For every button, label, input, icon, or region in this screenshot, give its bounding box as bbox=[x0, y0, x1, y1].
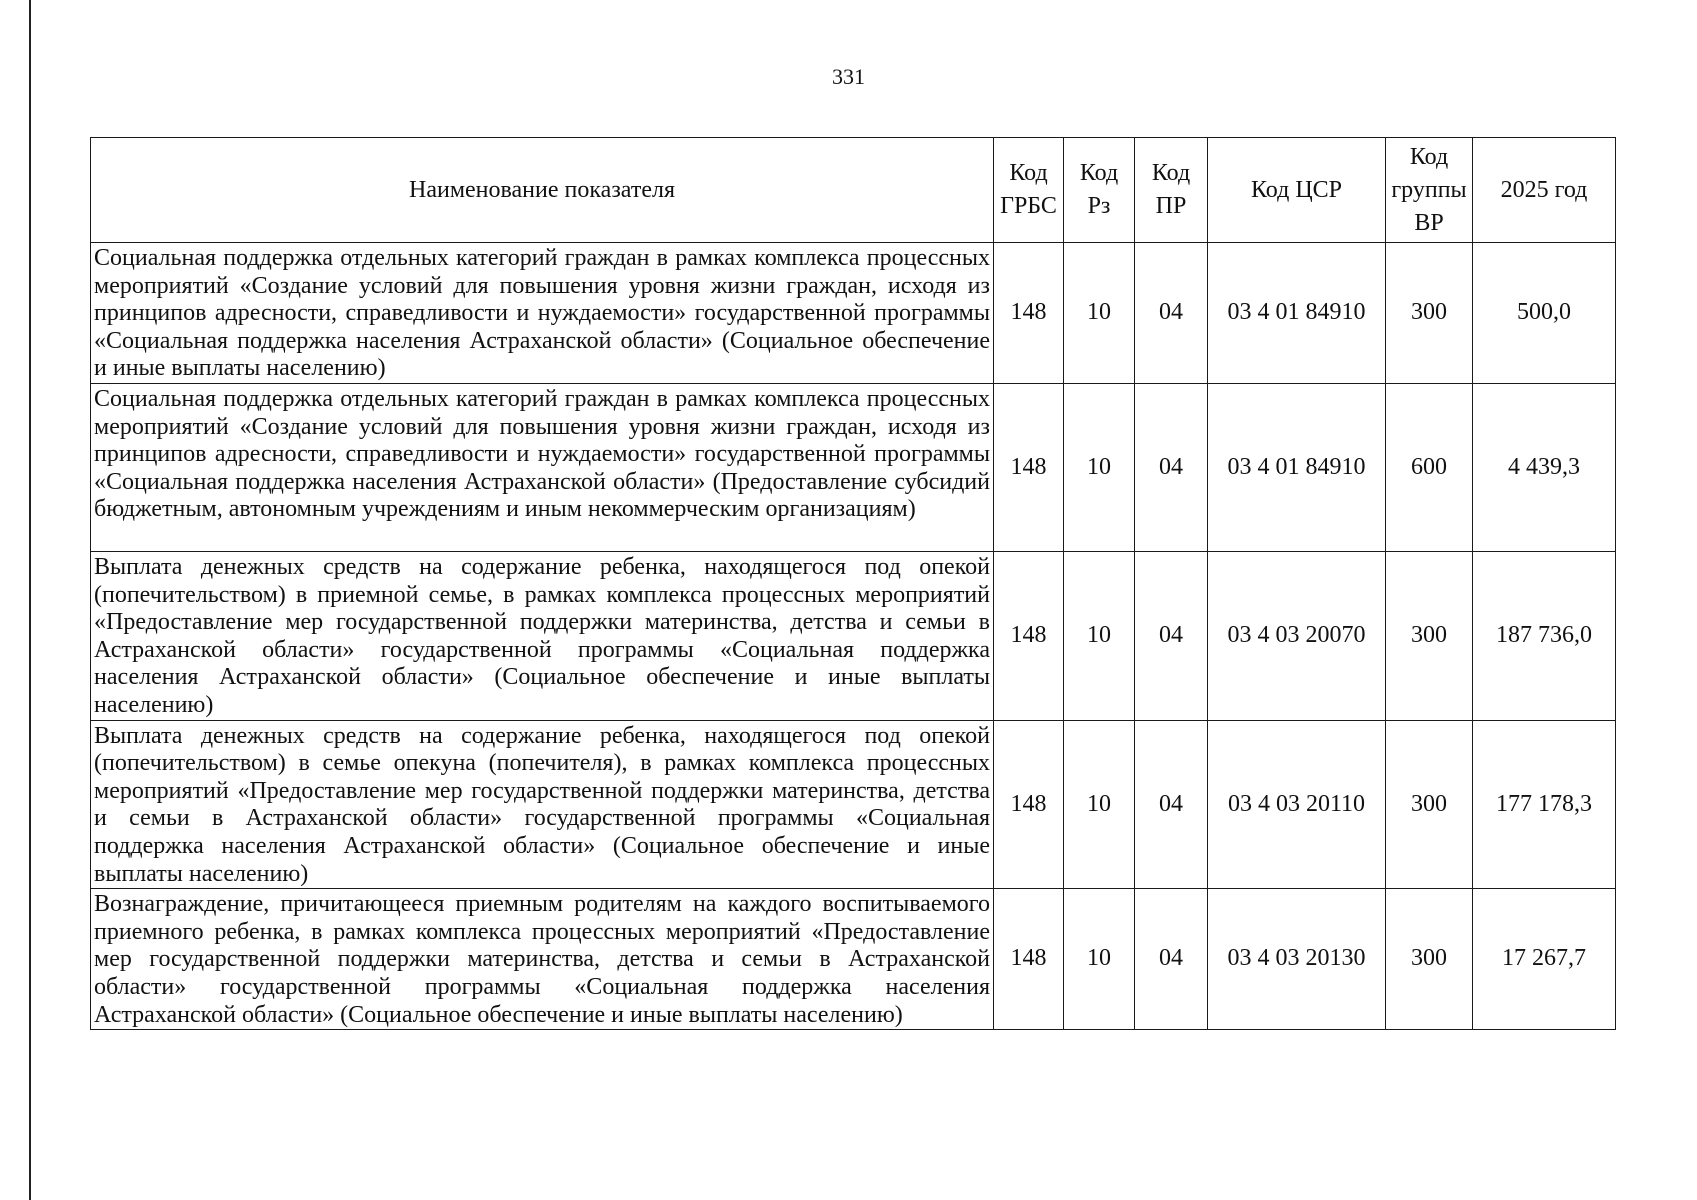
cell-csr: 03 4 01 84910 bbox=[1208, 243, 1386, 384]
header-rz: Код Рз bbox=[1064, 138, 1135, 243]
cell-vr: 300 bbox=[1386, 552, 1473, 721]
cell-pr: 04 bbox=[1135, 889, 1208, 1030]
header-name: Наименование показателя bbox=[91, 138, 994, 243]
header-grbs: Код ГРБС bbox=[994, 138, 1064, 243]
cell-pr: 04 bbox=[1135, 243, 1208, 384]
cell-pr: 04 bbox=[1135, 384, 1208, 552]
cell-pr: 04 bbox=[1135, 552, 1208, 721]
cell-grbs: 148 bbox=[994, 720, 1064, 889]
cell-rz: 10 bbox=[1064, 243, 1135, 384]
table-header-row bbox=[91, 138, 1616, 243]
cell-amount: 177 178,3 bbox=[1473, 720, 1616, 889]
table-row bbox=[91, 384, 1616, 552]
cell-name: Вознаграждение, причитающееся приемным родителям на каждого воспитываемого приемного ребенка, в рамках комплекса процессных мероприятий «Предоставление мер государственной поддержки материнства, детства и семьи в Астраханской области» государственной программы «Социальная поддержка населения Астраханской области» (Социальное обеспечение и иные выплаты населению) bbox=[91, 889, 994, 1030]
cell-vr: 300 bbox=[1386, 243, 1473, 384]
cell-csr: 03 4 03 20070 bbox=[1208, 552, 1386, 721]
cell-name: Социальная поддержка отдельных категорий граждан в рамках комплекса процессных мероприятий «Создание условий для повышения уровня жизни граждан, исходя из принципов адресности, справедливости и нуждаемости» государственной программы «Социальная поддержка населения Астраханской области» (Предоставление субсидий бюджетным, автономным учреждениям и иным некоммерческим организациям) bbox=[91, 384, 994, 552]
cell-amount: 187 736,0 bbox=[1473, 552, 1616, 721]
cell-rz: 10 bbox=[1064, 889, 1135, 1030]
header-vr: Код группы ВР bbox=[1386, 138, 1473, 243]
cell-grbs: 148 bbox=[994, 384, 1064, 552]
cell-csr: 03 4 03 20110 bbox=[1208, 720, 1386, 889]
cell-rz: 10 bbox=[1064, 552, 1135, 721]
cell-vr: 300 bbox=[1386, 889, 1473, 1030]
cell-rz: 10 bbox=[1064, 384, 1135, 552]
cell-csr: 03 4 01 84910 bbox=[1208, 384, 1386, 552]
budget-table bbox=[90, 137, 1616, 1030]
cell-amount: 17 267,7 bbox=[1473, 889, 1616, 1030]
header-csr: Код ЦСР bbox=[1208, 138, 1386, 243]
header-year: 2025 год bbox=[1473, 138, 1616, 243]
cell-vr: 300 bbox=[1386, 720, 1473, 889]
table-row bbox=[91, 720, 1616, 889]
cell-csr: 03 4 03 20130 bbox=[1208, 889, 1386, 1030]
table-row bbox=[91, 243, 1616, 384]
page-number: 331 bbox=[832, 64, 865, 89]
table-row bbox=[91, 552, 1616, 721]
cell-vr: 600 bbox=[1386, 384, 1473, 552]
cell-rz: 10 bbox=[1064, 720, 1135, 889]
header-pr: Код ПР bbox=[1135, 138, 1208, 243]
cell-amount: 4 439,3 bbox=[1473, 384, 1616, 552]
table-row bbox=[91, 889, 1616, 1030]
cell-name: Социальная поддержка отдельных категорий граждан в рамках комплекса процессных мероприятий «Создание условий для повышения уровня жизни граждан, исходя из принципов адресности, справедливости и нуждаемости» государственной программы «Социальная поддержка населения Астраханской области» (Социальное обеспечение и иные выплаты населению) bbox=[91, 243, 994, 384]
cell-amount: 500,0 bbox=[1473, 243, 1616, 384]
cell-grbs: 148 bbox=[994, 243, 1064, 384]
cell-pr: 04 bbox=[1135, 720, 1208, 889]
cell-name: Выплата денежных средств на содержание ребенка, находящегося под опекой (попечительством) в семье опекуна (попечителя), в рамках комплекса процессных мероприятий «Предоставление мер государственной поддержки материнства, детства и семьи в Астраханской области» государственной программы «Социальная поддержка населения Астраханской области» (Социальное обеспечение и иные выплаты населению) bbox=[91, 720, 994, 889]
binding-margin-line bbox=[29, 0, 31, 1200]
cell-name: Выплата денежных средств на содержание ребенка, находящегося под опекой (попечительством) в приемной семье, в рамках комплекса процессных мероприятий «Предоставление мер государственной поддержки материнства, детства и семьи в Астраханской области» государственной программы «Социальная поддержка населения Астраханской области» (Социальное обеспечение и иные выплаты населению) bbox=[91, 552, 994, 721]
cell-grbs: 148 bbox=[994, 889, 1064, 1030]
cell-grbs: 148 bbox=[994, 552, 1064, 721]
